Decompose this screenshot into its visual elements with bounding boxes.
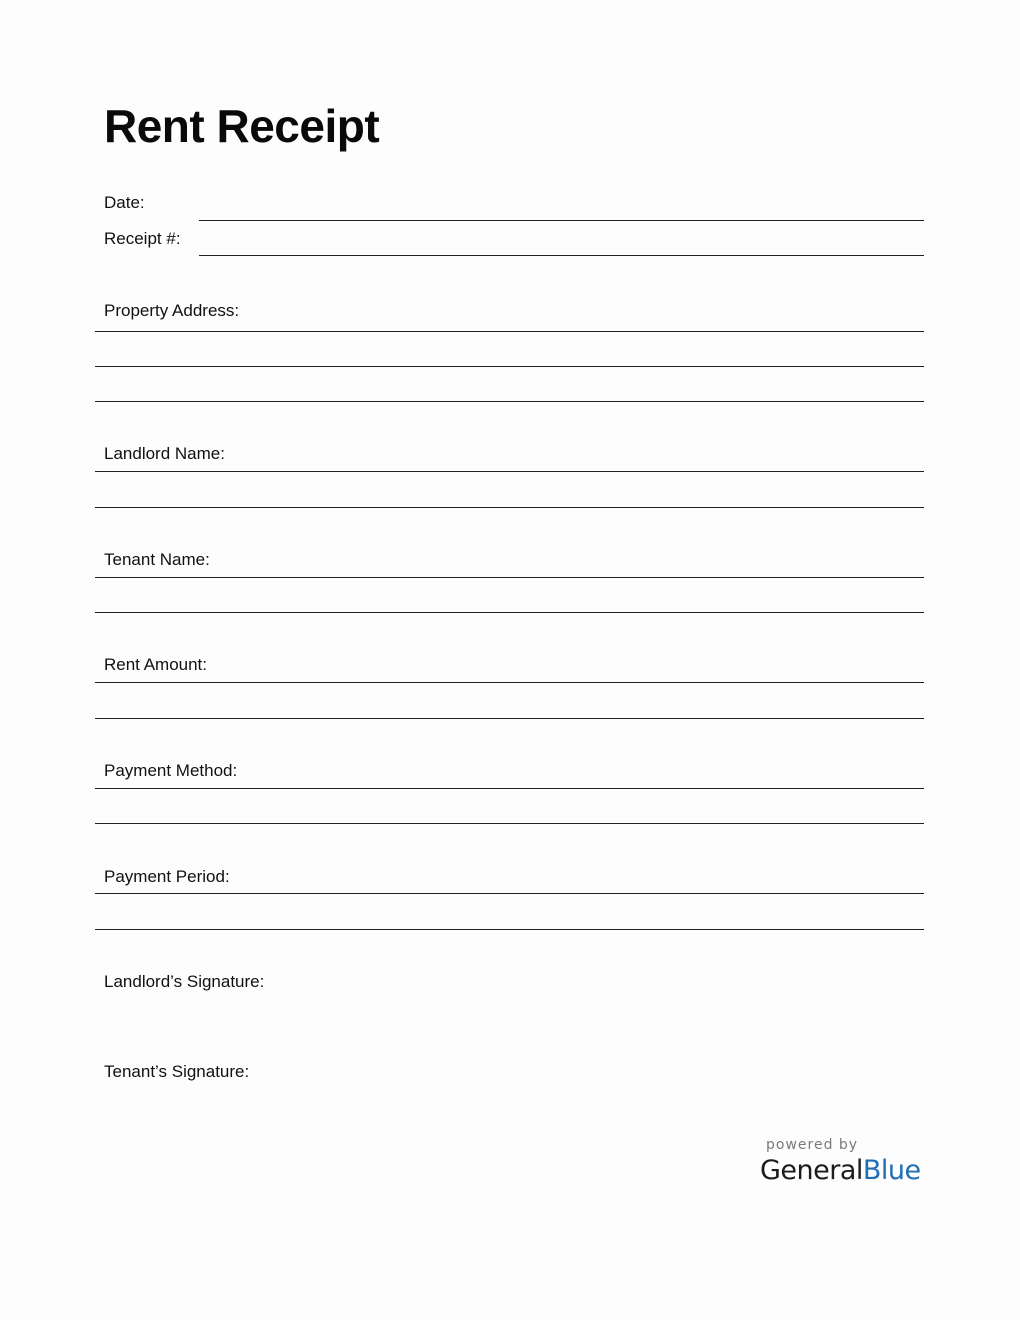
payment-period-label: Payment Period: — [104, 867, 230, 886]
landlord-name-label: Landlord Name: — [104, 444, 225, 463]
generalblue-logo — [760, 1136, 920, 1188]
date-label: Date: — [104, 193, 145, 212]
property-address-line-1[interactable] — [95, 331, 924, 332]
payment-period-line-2[interactable] — [95, 929, 924, 930]
property-address-line-2[interactable] — [95, 366, 924, 367]
powered-by-text: powered by — [766, 1137, 859, 1153]
receipt-number-label: Receipt #: — [104, 229, 181, 248]
date-field-line[interactable] — [199, 220, 924, 221]
payment-method-line-2[interactable] — [95, 823, 924, 824]
payment-period-line-1[interactable] — [95, 893, 924, 894]
landlord-signature-label: Landlord’s Signature: — [104, 972, 265, 991]
tenant-name-label: Tenant Name: — [104, 550, 210, 569]
payment-method-line-1[interactable] — [95, 788, 924, 789]
rent-amount-line-2[interactable] — [95, 718, 924, 719]
brand-name-general: General — [760, 1155, 863, 1186]
page-title: Rent Receipt — [104, 100, 380, 152]
brand-name — [760, 1154, 920, 1188]
rent-amount-label: Rent Amount: — [104, 655, 208, 674]
receipt-number-field-line[interactable] — [199, 255, 924, 256]
property-address-label: Property Address: — [104, 301, 240, 320]
payment-method-label: Payment Method: — [104, 761, 238, 780]
rent-amount-line-1[interactable] — [95, 682, 924, 683]
landlord-name-line-1[interactable] — [95, 471, 924, 472]
tenant-name-line-1[interactable] — [95, 577, 924, 578]
landlord-name-line-2[interactable] — [95, 507, 924, 508]
brand-name-blue: Blue — [862, 1155, 921, 1186]
property-address-line-3[interactable] — [95, 401, 924, 402]
tenant-signature-label: Tenant’s Signature: — [104, 1062, 250, 1081]
tenant-name-line-2[interactable] — [95, 612, 924, 613]
